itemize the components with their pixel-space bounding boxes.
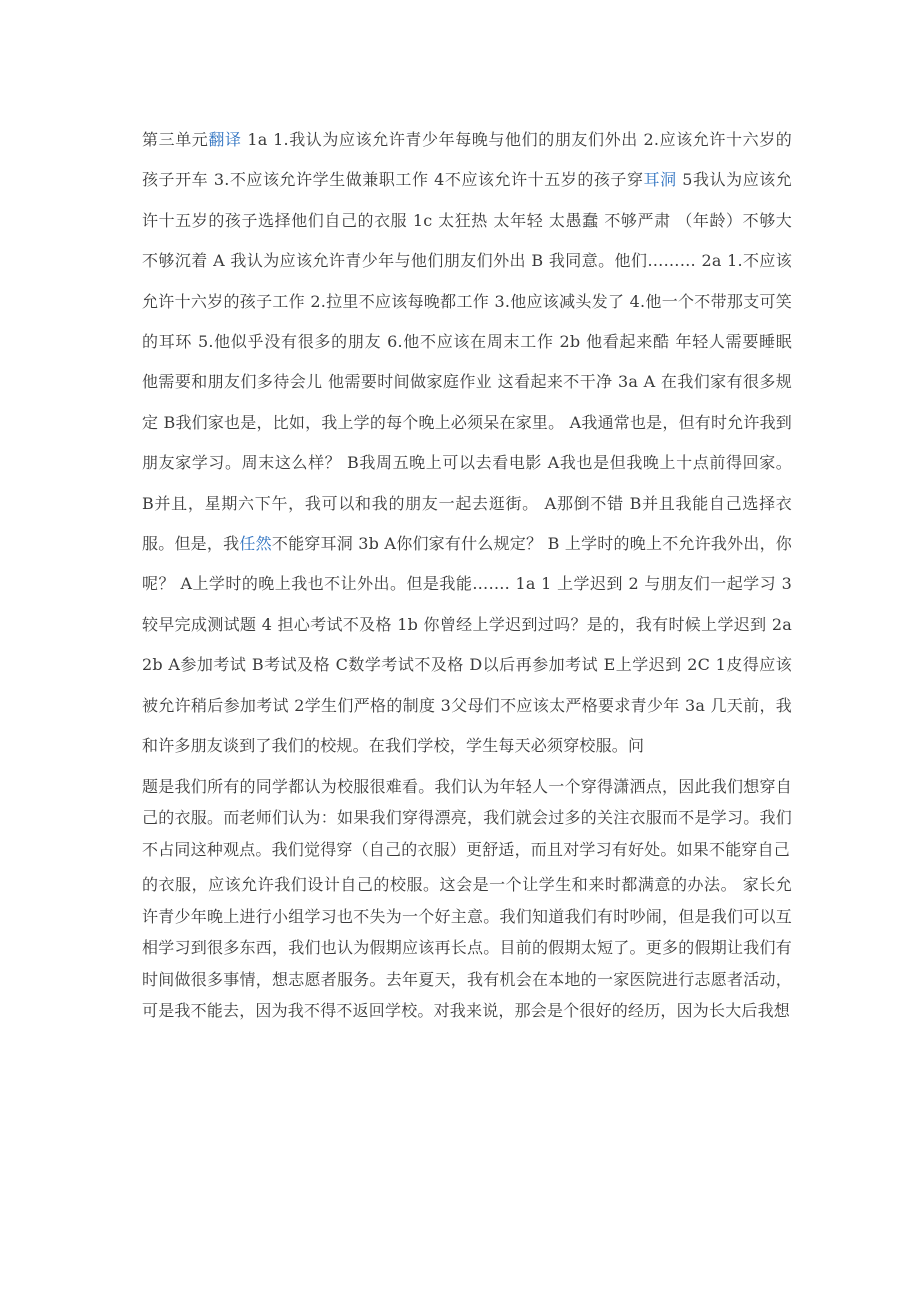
document-page xyxy=(142,120,792,1027)
text-run: 1a 1.我认为应该允许青少年每晚与他们的朋友们外出 2.应该允许十六岁的孩子开车 3.不应该允许学生做兼职工作 4不应该允许十五岁的孩子穿 xyxy=(142,130,793,190)
text-run: 不能穿耳洞 3b A你们家有什么规定？ B 上学时的晚上不允许我外出，你呢？ A上学时的晚上我也不让外出。但是我能……. 1a 1 上学迟到 2 与朋友们一起学习 3 较早完成测试题 4 担心考试不及格 1b 你曾经上学迟到过吗？是的，我有时候上学迟到 2a2b A参加考试 B考试及格 C数学考试不及格 D以后再参加考试 E上学迟到 2C 1皮得应该被允许稍后参加考试 2学生们严格的制度 3父母们不应该太严格要求青少年 3a 几天前，我和许多朋友谈到了我们的校规。在我们学校，学生每天必须穿校服。问 xyxy=(142,534,793,756)
link-translate[interactable]: 翻译 xyxy=(208,130,242,149)
link-earring[interactable]: 耳洞 xyxy=(643,170,677,190)
text-run: 5我认为应该允许十五岁的孩子选择他们自己的衣服 1c 太狂热 太年轻 太愚蠢 不够严肃 （年龄）不够大 不够沉着 A 我认为应该允许青少年与他们朋友们外出 B 我同意。他们……… 2a 1.不应该允许十六岁的孩子工作 2.拉里不应该每晚都工作 3.他应该减头发了 4.他一个不带那支可笑的耳环 5.他似乎没有很多的朋友 6.他不应该在周末工作 2b 他看起来酷 年轻人需要睡眠 他需要和朋友们多待会儿 他需要时间做家庭作业 这看起来不干净 3a A 在我们家有很多规定 B我们家也是，比如，我上学的每个晚上必须呆在家里。 A我通常也是，但有时允许我到朋友家学习。周末这么样？ B我周五晚上可以去看电影 A我也是但我晚上十点前得回家。 B并且，星期六下午，我可以和我的朋友一起去逛街。 A那倒不错 B并且我能自己选择衣服。但是，我 xyxy=(142,170,792,554)
paragraph-holidays: 的衣服，应该允许我们设计自己的校服。这会是一个让学生和来时都满意的办法。 家长允许青少年晚上进行小组学习也不失为一个好主意。我们知道我们有时吵闹，但是我们可以互相学习到很多东西，我们也认为假期应该再长点。目前的假期太短了。更多的假期让我们有时间做很多事情，想志愿者服务。去年夏天，我有机会在本地的一家医院进行志愿者活动，可是我不能去，因为我不得不返回学校。对我来说，那会是个很好的经历，因为长大后我想 xyxy=(142,875,792,1020)
paragraph-uniforms: 题是我们所有的同学都认为校服很难看。我们认为年轻人一个穿得潇洒点，因此我们想穿自己的衣服。而老师们认为：如果我们穿得漂亮，我们就会过多的关注衣服而不是学习。我们不占同这种观点。我们觉得穿（自己的衣服）更舒适，而且对学习有好处。如果不能穿自己 xyxy=(142,776,792,859)
link-still[interactable]: 任然 xyxy=(239,534,272,554)
text-run: 第三单元 xyxy=(142,130,209,149)
paragraph-translation xyxy=(142,120,792,767)
